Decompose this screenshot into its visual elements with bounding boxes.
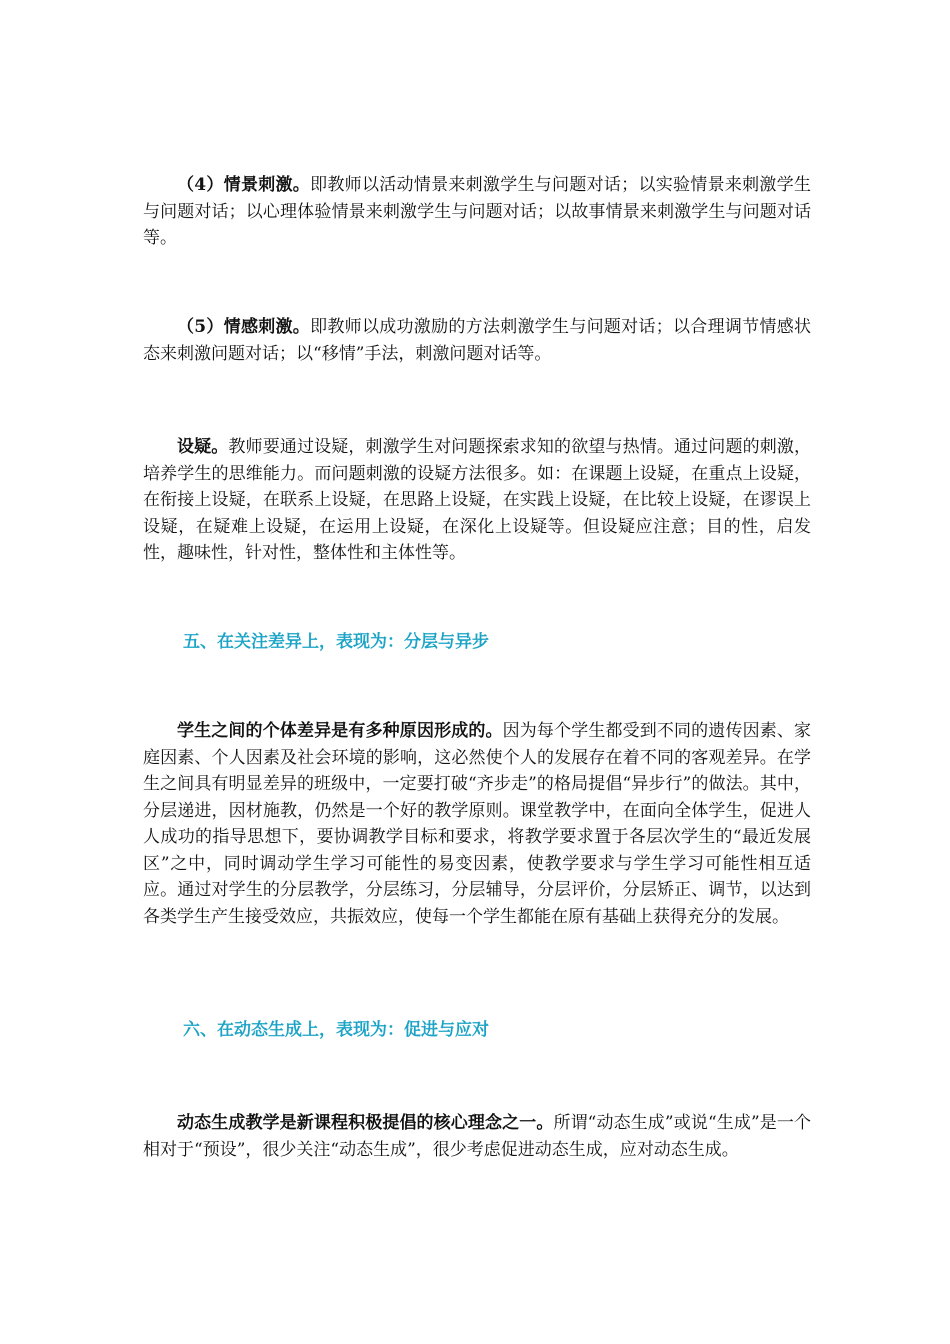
paragraph-body: 即教师以成功激励的方法刺激学生与问题对话；以合理调节情感状态来刺激问题对话；以“移情”手法，刺激问题对话等。 <box>143 317 811 364</box>
section-heading-5: 五、在关注差异上，表现为：分层与异步 <box>183 632 489 652</box>
paragraph-individual-differences <box>143 718 811 930</box>
paragraph-body: 因为每个学生都受到不同的遗传因素、家庭因素、个人因素及社会环境的影响，这必然使个人的发展存在着不同的客观差异。在学生之间具有明显差异的班级中，一定要打破“齐步走”的格局提倡“异步行”的做法。其中，分层递进，因材施教，仍然是一个好的教学原则。课堂教学中，在面向全体学生，促进人人成功的指导思想下，要协调教学目标和要求，将教学要求置于各层次学生的“最近发展区”之中，同时调动学生学习可能性的易变因素，使教学要求与学生学习可能性相互适应。通过对学生的分层教学，分层练习，分层辅导，分层评价，分层矫正、调节，以达到各类学生产生接受效应，共振效应，使每一个学生都能在原有基础上获得充分的发展。 <box>143 721 812 927</box>
paragraph-lead: （4）情景刺激。 <box>177 175 311 195</box>
paragraph-lead: （5）情感刺激。 <box>177 317 311 337</box>
paragraph-questioning <box>143 434 811 567</box>
paragraph-body: 即教师以活动情景来刺激学生与问题对话；以实验情景来刺激学生与问题对话；以心理体验情景来刺激学生与问题对话；以故事情景来刺激学生与问题对话等。 <box>143 175 811 248</box>
paragraph-lead: 学生之间的个体差异是有多种原因形成的。 <box>177 721 503 741</box>
paragraph-body: 所谓“动态生成”或说“生成”是一个相对于“预设”，很少关注“动态生成”，很少考虑促进动态生成，应对动态生成。 <box>143 1113 811 1160</box>
paragraph-emotion-stimulus <box>143 314 811 367</box>
paragraph-lead: 动态生成教学是新课程积极提倡的核心理念之一。 <box>177 1113 554 1133</box>
paragraph-situation-stimulus <box>143 172 811 252</box>
section-heading-6: 六、在动态生成上，表现为：促进与应对 <box>183 1020 489 1040</box>
paragraph-body: 教师要通过设疑，刺激学生对问题探索求知的欲望与热情。通过问题的刺激，培养学生的思维能力。而问题刺激的设疑方法很多。如：在课题上设疑，在重点上设疑，在衔接上设疑，在联系上设疑，在思路上设疑，在实践上设疑，在比较上设疑，在谬误上设疑，在疑难上设疑，在运用上设疑，在深化上设疑等。但设疑应注意；目的性，启发性，趣味性，针对性，整体性和主体性等。 <box>143 437 812 563</box>
paragraph-dynamic-generation <box>143 1110 811 1163</box>
paragraph-lead: 设疑。 <box>177 437 229 457</box>
